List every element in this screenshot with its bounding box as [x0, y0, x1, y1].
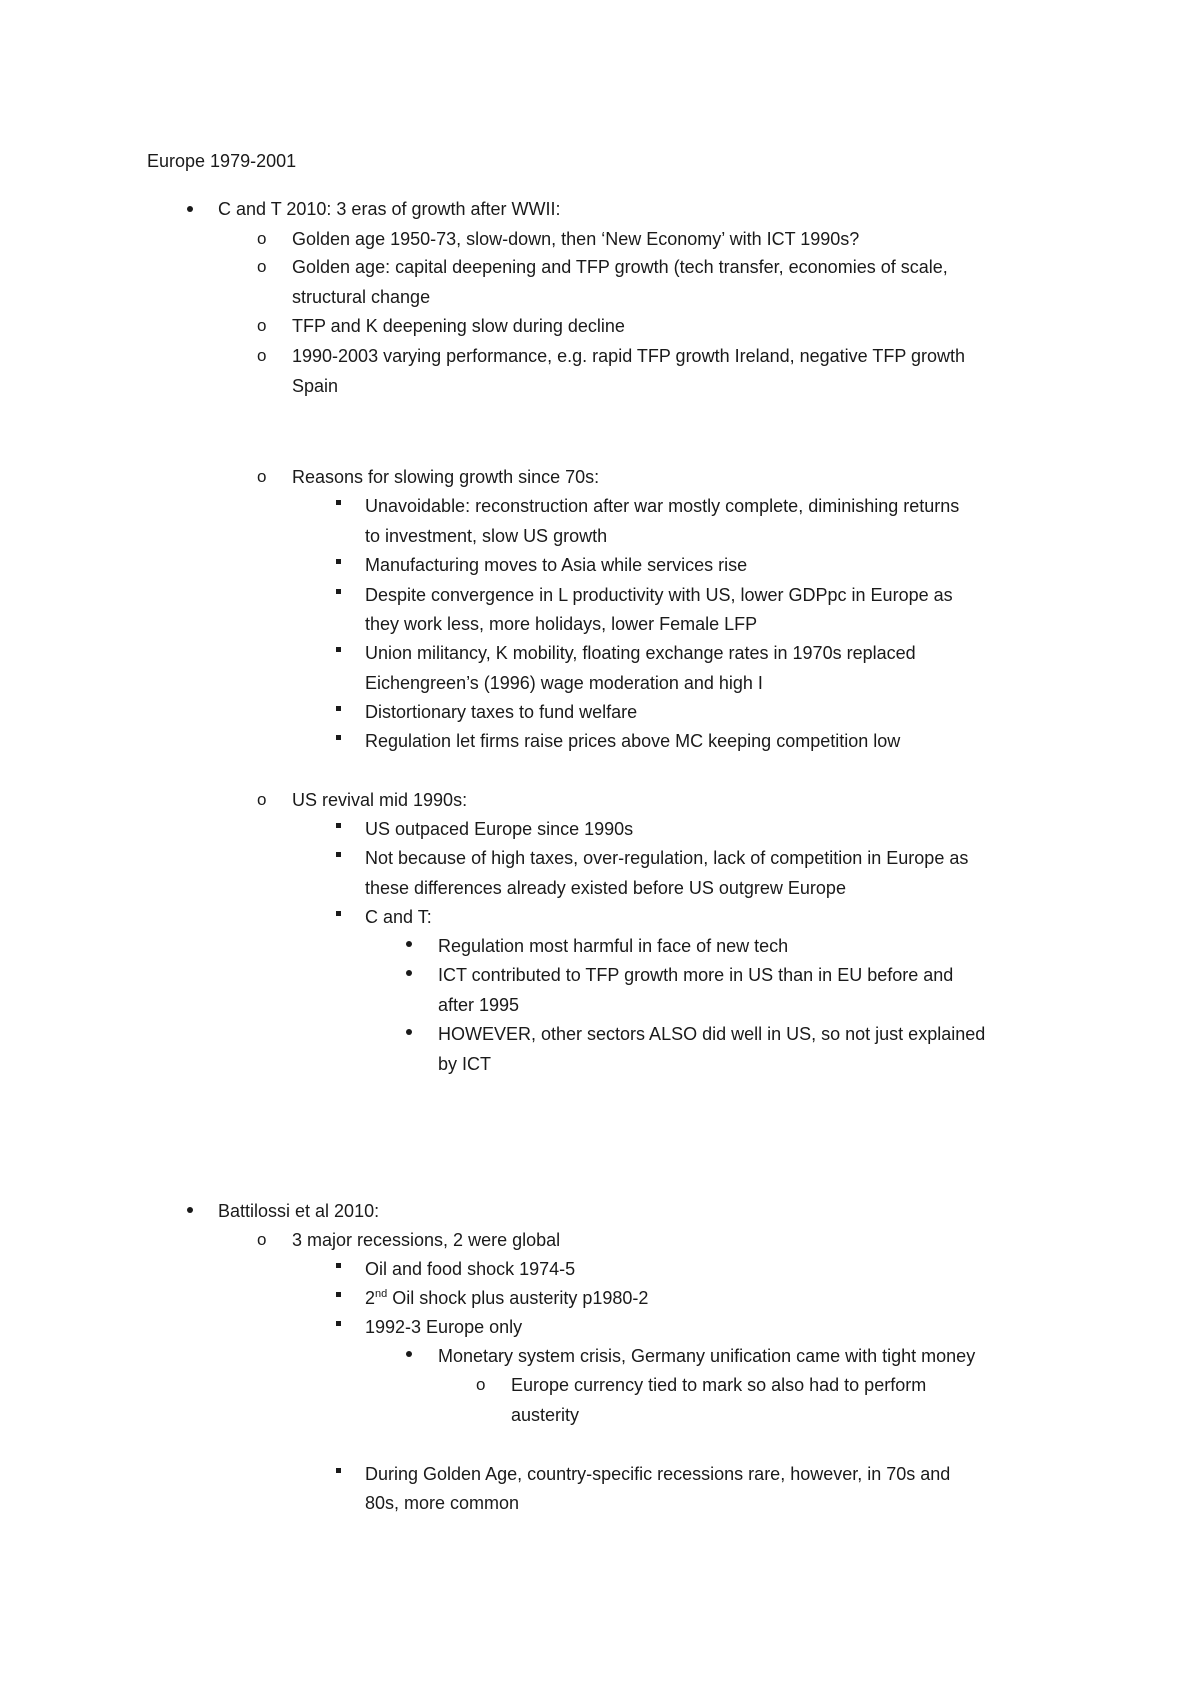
list-item: Unavoidable: reconstruction after war mostly complete, diminishing returns: [365, 496, 960, 516]
list-item-continued: they work less, more holidays, lower Female LFP: [365, 614, 758, 634]
list-item: Despite convergence in L productivity with US, lower GDPpc in Europe as: [365, 585, 953, 605]
list-item-continued: austerity: [511, 1405, 580, 1425]
list-item-continued: Eichengreen’s (1996) wage moderation and high I: [365, 673, 763, 693]
page-title: Europe 1979-2001: [147, 151, 297, 171]
list-item-continued: after 1995: [438, 995, 520, 1015]
circle-bullet-icon: o: [257, 316, 267, 335]
list-item: Regulation most harmful in face of new tech: [438, 936, 789, 956]
ordinal-suffix: nd: [375, 1288, 388, 1300]
list-item: 1992-3 Europe only: [365, 1317, 523, 1337]
list-item: Europe currency tied to mark so also had to perform: [511, 1375, 927, 1395]
list-item: C and T:: [365, 907, 432, 927]
circle-bullet-icon: o: [257, 346, 267, 365]
list-item: HOWEVER, other sectors ALSO did well in US, so not just explained: [438, 1024, 986, 1044]
bullet-icon: [406, 941, 412, 947]
square-bullet-icon: [336, 1321, 341, 1326]
list-item: Monetary system crisis, Germany unification came with tight money: [438, 1346, 976, 1366]
list-item: Reasons for slowing growth since 70s:: [292, 467, 600, 487]
section-heading: Battilossi et al 2010:: [218, 1201, 380, 1221]
bullet-icon: [406, 1029, 412, 1035]
list-item-continued: structural change: [292, 287, 431, 307]
circle-bullet-icon: o: [257, 1230, 267, 1249]
list-item-continued: 80s, more common: [365, 1493, 520, 1513]
list-item: 1990-2003 varying performance, e.g. rapid TFP growth Ireland, negative TFP growth: [292, 346, 966, 366]
circle-bullet-icon: o: [257, 790, 267, 809]
list-item-continued: to investment, slow US growth: [365, 526, 608, 546]
list-item: Golden age 1950-73, slow-down, then ‘New Economy’ with ICT 1990s?: [292, 229, 860, 249]
square-bullet-icon: [336, 500, 341, 505]
list-item: US outpaced Europe since 1990s: [365, 819, 634, 839]
list-item: Golden age: capital deepening and TFP growth (tech transfer, economies of scale,: [292, 257, 948, 277]
list-item-continued: these differences already existed before US outgrew Europe: [365, 878, 846, 898]
circle-bullet-icon: o: [476, 1375, 486, 1394]
square-bullet-icon: [336, 706, 341, 711]
square-bullet-icon: [336, 1263, 341, 1268]
list-item: Distortionary taxes to fund welfare: [365, 702, 638, 722]
list-item: 3 major recessions, 2 were global: [292, 1230, 561, 1250]
bullet-icon: [187, 1207, 193, 1213]
square-bullet-icon: [336, 911, 341, 916]
section-heading: C and T 2010: 3 eras of growth after WWII:: [218, 199, 561, 219]
list-item-continued: Spain: [292, 376, 339, 396]
square-bullet-icon: [336, 559, 341, 564]
square-bullet-icon: [336, 852, 341, 857]
square-bullet-icon: [336, 823, 341, 828]
bullet-icon: [187, 206, 193, 212]
list-item: TFP and K deepening slow during decline: [292, 316, 625, 336]
square-bullet-icon: [336, 735, 341, 740]
bullet-icon: [406, 970, 412, 976]
list-item-continued: by ICT: [438, 1054, 492, 1074]
bullet-icon: [406, 1351, 412, 1357]
list-item: Oil and food shock 1974-5: [365, 1259, 576, 1279]
square-bullet-icon: [336, 647, 341, 652]
list-item: Union militancy, K mobility, floating exchange rates in 1970s replaced: [365, 643, 916, 663]
circle-bullet-icon: o: [257, 467, 267, 486]
square-bullet-icon: [336, 1468, 341, 1473]
list-item: During Golden Age, country-specific recessions rare, however, in 70s and: [365, 1464, 951, 1484]
list-item: US revival mid 1990s:: [292, 790, 468, 810]
ordinal-number: 2: [365, 1288, 376, 1308]
square-bullet-icon: [336, 589, 341, 594]
circle-bullet-icon: o: [257, 229, 267, 248]
list-item: Regulation let firms raise prices above MC keeping competition low: [365, 731, 901, 751]
list-item: ICT contributed to TFP growth more in US than in EU before and: [438, 965, 954, 985]
list-item: [365, 1286, 648, 1310]
list-item-text: Oil shock plus austerity p1980-2: [387, 1288, 649, 1308]
list-item: Manufacturing moves to Asia while services rise: [365, 555, 748, 575]
list-item: Not because of high taxes, over-regulation, lack of competition in Europe as: [365, 848, 969, 868]
circle-bullet-icon: o: [257, 257, 267, 276]
square-bullet-icon: [336, 1292, 341, 1297]
